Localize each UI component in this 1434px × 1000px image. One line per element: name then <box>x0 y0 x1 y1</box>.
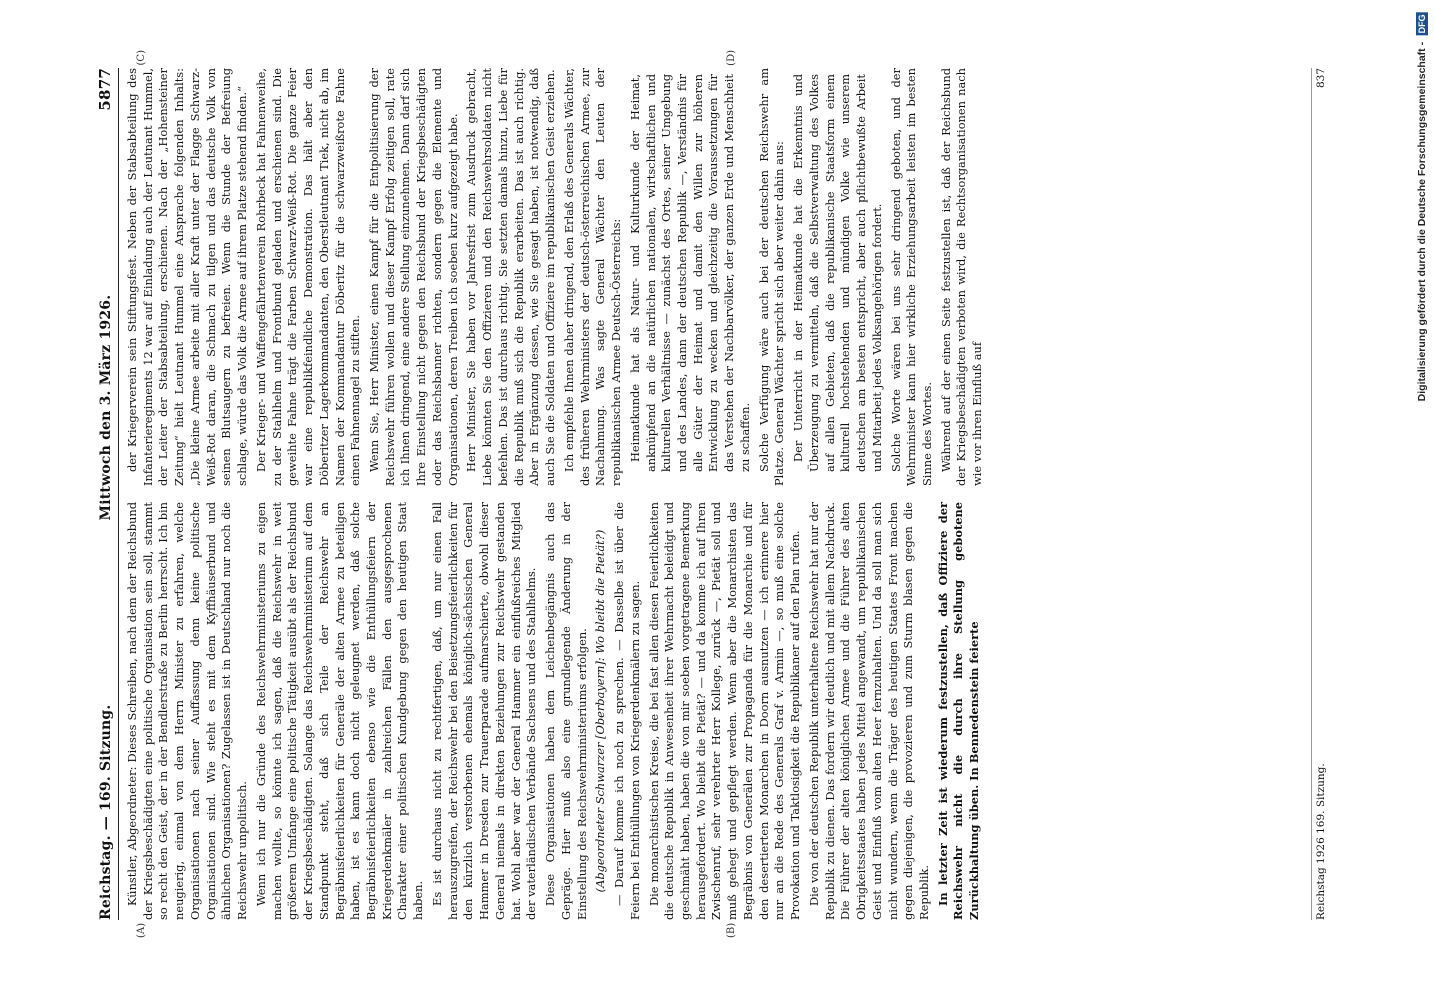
margin-marker-b: (B) <box>726 922 737 938</box>
margin-marker-c: (C) <box>136 50 147 66</box>
paragraph: Es ist durchaus nicht zu rechtfertigen, daß, um nur einen Fall herauszugreifen, der Reichswehr bei den Beisetzungsfeierlichkeiten für den kürzlich verstorbenen ehemals königlich-sächsischen General Hammer in Dresden zur Trauerparade aufmarschierte, obwohl dieser General niemals in direkten Beziehungen zur Reichswehr gestanden hat. Wohl aber war der General Hammer ein einflußreiches Mitglied der vaterländischen Verbände Sachsens und des Stahlhelms. <box>429 502 539 920</box>
quotation: Heimatkunde hat als Natur- und Kulturkunde der Heimat, anknüpfend an die natürlichen nationalen, wirtschaftlichen und kulturellen Verhältnisse — zunächst des Ortes, seiner Umgebung und des Landes, dann der deutschen Republik —, Verständnis für alle Güter der Heimat und damit den Willen zur höheren Entwicklung zu wecken und gleichzeitig die Voraussetzungen für das Verstehen der Nachbarvölker, der ganzen Erde und Menschheit zu schaffen. <box>627 74 752 472</box>
column-right <box>125 50 1305 486</box>
paragraph: Die von der deutschen Republik unterhaltene Reichswehr hat nur der Republik zu dienen. Das fordern wir deutlich und mit allem Nachdruck. Die Führer der alten königlichen Armee und die Führer des alten Obrigkeitsstaates haben jedes Mittel angewandt, um republikanischen Geist und Einfluß vom alten Heer fernzuhalten. Und da soll man sich nicht wundern, wenn die Träger des heutigen Staates Front machen gegen diejenigen, die provozieren und zum Sturm blasen gegen die Republik. <box>806 502 931 920</box>
paragraph: Während auf der einen Seite festzustellen ist, daß der Reichsbund der Kriegsbeschädigten verboten wird, die Rechtsorganisationen nach wie vor ihren Einfluß auf <box>938 68 985 486</box>
margin-marker-d: (D) <box>726 50 737 66</box>
dfg-logo: DFG <box>1417 14 1427 33</box>
paragraph: der Kriegerverein sein Stiftungsfest. Neben der Stabsabteilung des Infanterieregiments 12 war auf Einladung auch der Leutnant Hummel, der Leiter der Stabsabteilung, erschienen. Nach der „Hohensteiner Zeitung“ hielt Leutnant Hummel eine Ansprache folgenden Inhalts: „Die kleine Armee arbeite mit aller Kraft unter der Flagge Schwarz-Weiß-Rot daran, die Schmach zu tilgen und das deutsche Volk von seinen Blutsaugern zu befreien. Wenn die Stunde der Befreiung schlage, würde das Volk die Armee auf ihrem Platze stehend finden.“ <box>125 68 250 486</box>
paragraph: Solche Worte wären bei uns sehr dringend geboten, und der Wehrminister kann hier wirkliche Erziehungsarbeit leisten im besten Sinne des Wortes. <box>888 68 934 486</box>
paragraph: Solche Verfügung wäre auch bei der deutschen Reichswehr am Platze. General Wächter spricht sich aber weiter dahin aus: <box>756 68 787 486</box>
paragraph: Wenn ich nur die Gründe des Reichswehrministeriums zu eigen machen wollte, so könnte ich sagen, daß die Reichswehr in weit größerem Umfange eine politische Tätigkeit ausübt als der Reichsbund der Kriegsbeschädigten. Solange das Reichswehrministerium auf dem Standpunkt steht, daß sich Teile der Reichswehr an Begräbnisfeierlichkeiten für Generäle der alten Armee zu beteiligen haben, ist es kann doch nicht geleugnet werden, daß solche Begräbnisfeierlichkeiten ebenso wie die Enthüllungsfeiern der Kriegerdenkmäler in zahlreichen Fällen den ausgesprochenen Charakter einer politischen Kundgebung gegen den heutigen Staat haben. <box>253 502 426 920</box>
running-head-date: Mittwoch den 3. März 1926. <box>98 294 114 521</box>
running-head <box>96 68 119 920</box>
document-page <box>82 44 1402 944</box>
credit-label: Digitalisierung gefördert durch die Deutsche Forschungsgemeinschaft - <box>1416 41 1428 402</box>
running-head-left: Reichstag. — 169. Sitzung. <box>98 704 114 920</box>
quotation: Der Unterricht in der Heimatkunde hat die Erkenntnis und Überzeugung zu vermitteln, daß die Selbstverwaltung des Volkes auf allen Gebieten, daß die republikanische Staatsform einem kulturell hochstehenden und mündigen Volke wie unserem deutschen am besten entspricht, aber auch pflichtbewußte Arbeit und Mitarbeit jedes Volksangehörigen fordert. <box>791 74 884 472</box>
paragraph: Herr Minister, Sie haben vor Jahresfrist zum Ausdruck gebracht, Liebe könnten Sie den Offizieren und den Reichswehrsoldaten nicht befehlen. Das ist durchaus richtig. Sie setzten damals hinzu, Liebe für die Republik muß sich die Republik erarbeiten. Das ist auch richtig. Aber in Ergänzung dessen, wie Sie gesagt haben, ist notwendig, daß auch Sie die Soldaten und Offiziere im republikanischen Geist erziehen. <box>464 68 558 486</box>
interjection: (Abgeordneter Schwarzer [Oberbayern]: Wo bleibt die Pietät?) <box>593 529 608 893</box>
credit-text <box>1416 12 1428 401</box>
paragraph: Die monarchistischen Kreise, die bei fast allen diesen Feierlichkeiten die deutsche Republik in Anwesenheit ihrer Wehrmacht beleidigt und geschmäht haben, haben die von mir soeben vorgetragene Bemerkung herausgefordert. Wo bleibt die Pietät? — und da komme ich auf Ihren Zwischenruf, sehr verehrter Herr Kollege, zurück —, Pietät soll und muß gehegt und gepflegt werden. Wenn aber die Monarchisten das Begräbnis von Generälen zur Propaganda für die Monarchie und für den desertierten Monarchen in Doorn ausnutzen — ich erinnere hier nur an die Rede des Generals Graf v. Armin —, so muß eine solche Provokation und Taktlosigkeit die Republikaner auf den Plan rufen. <box>646 502 803 920</box>
paragraph: Der Krieger- und Waffengefährtenverein Rohrbeck hat Fahnenweihe, zu der Stahlhelm und Frontbund geladen und erschienen sind. Die geweihte Fahne trägt die Farben Schwarz-Weiß-Rot. Die ganze Feier war eine republikfeindliche Demonstration. Das hält aber den Döberitzer Lagerkommandanten, den Oberstleutnant Tiek, nicht ab, im Namen der Kommandantur Döberitz für die schwarzweißrote Fahne einen Fahnennagel zu stiften. <box>253 68 363 486</box>
paragraph: In letzter Zeit ist wiederum festzustellen, daß Offiziere der Reichswehr nicht die durch ihre Stellung gebotene Zurückhaltung üben. In Bennedenstein feierte <box>935 502 982 920</box>
paragraph: — Darauf komme ich noch zu sprechen. — Dasselbe ist über die Feiern bei Enthüllungen von Kriegerdenkmälern zu sagen. <box>612 502 642 920</box>
column-left <box>125 502 1305 938</box>
footer-signature: 837 <box>1315 68 1327 89</box>
paragraph: Ich empfehle Ihnen daher dringend, den Erlaß des Generals Wächter, des früheren Wehrministers der deutsch-österreichischen Armee, zur Nachahmung. Was sagte General Wächter den Leuten der republikanischen Armee Deutsch-Österreichs: <box>561 68 624 486</box>
margin-marker-a: (A) <box>136 922 147 938</box>
paragraph: Diese Organisationen haben dem Leichenbegängnis auch das Gepräge. Hier muß also eine grundlegende Änderung in der Einstellung des Reichswehrministeriums erfolgen. <box>543 502 589 920</box>
page-number: 5877 <box>96 68 114 111</box>
paragraph: Künstler, Abgeordneter: Dieses Schreiben, nach dem der Reichsbund der Kriegsbeschädigten eine politische Organisation sein soll, stammt so recht den Geist, der in der Bendlerstraße zu Berlin herrscht. Ich bin neugierig, einmal von dem Herrn Minister zu erfahren, welche Organisationen nach seiner Auffassung denn keine politische Organisationen sind. Wie steht es mit dem Kyffhäuserbund und ähnlichen Organisationen? Zugelassen ist in Deutschland nur noch die Reichswehr unpolitisch. <box>125 502 250 920</box>
digitization-credit <box>1412 0 1434 1000</box>
text-columns <box>125 50 1305 938</box>
paragraph: Wenn Sie, Herr Minister, einen Kampf für die Entpolitisierung der Reichswehr führen wollen und dieser Kampf Erfolg zeitigen soll, rate ich Ihnen dringend, eine andere Stellung einzunehmen. Dann darf sich Ihre Einstellung nicht gegen den Reichsbund der Kriegsbeschädigten oder das Reichsbanner richten, sondern gegen die Elemente und Organisationen, deren Treiben ich soeben kurz aufgezeigt habe. <box>367 68 460 486</box>
page-footer <box>1311 68 1327 920</box>
footer-left: Reichstag 1926 169. Sitzung. <box>1315 763 1327 920</box>
